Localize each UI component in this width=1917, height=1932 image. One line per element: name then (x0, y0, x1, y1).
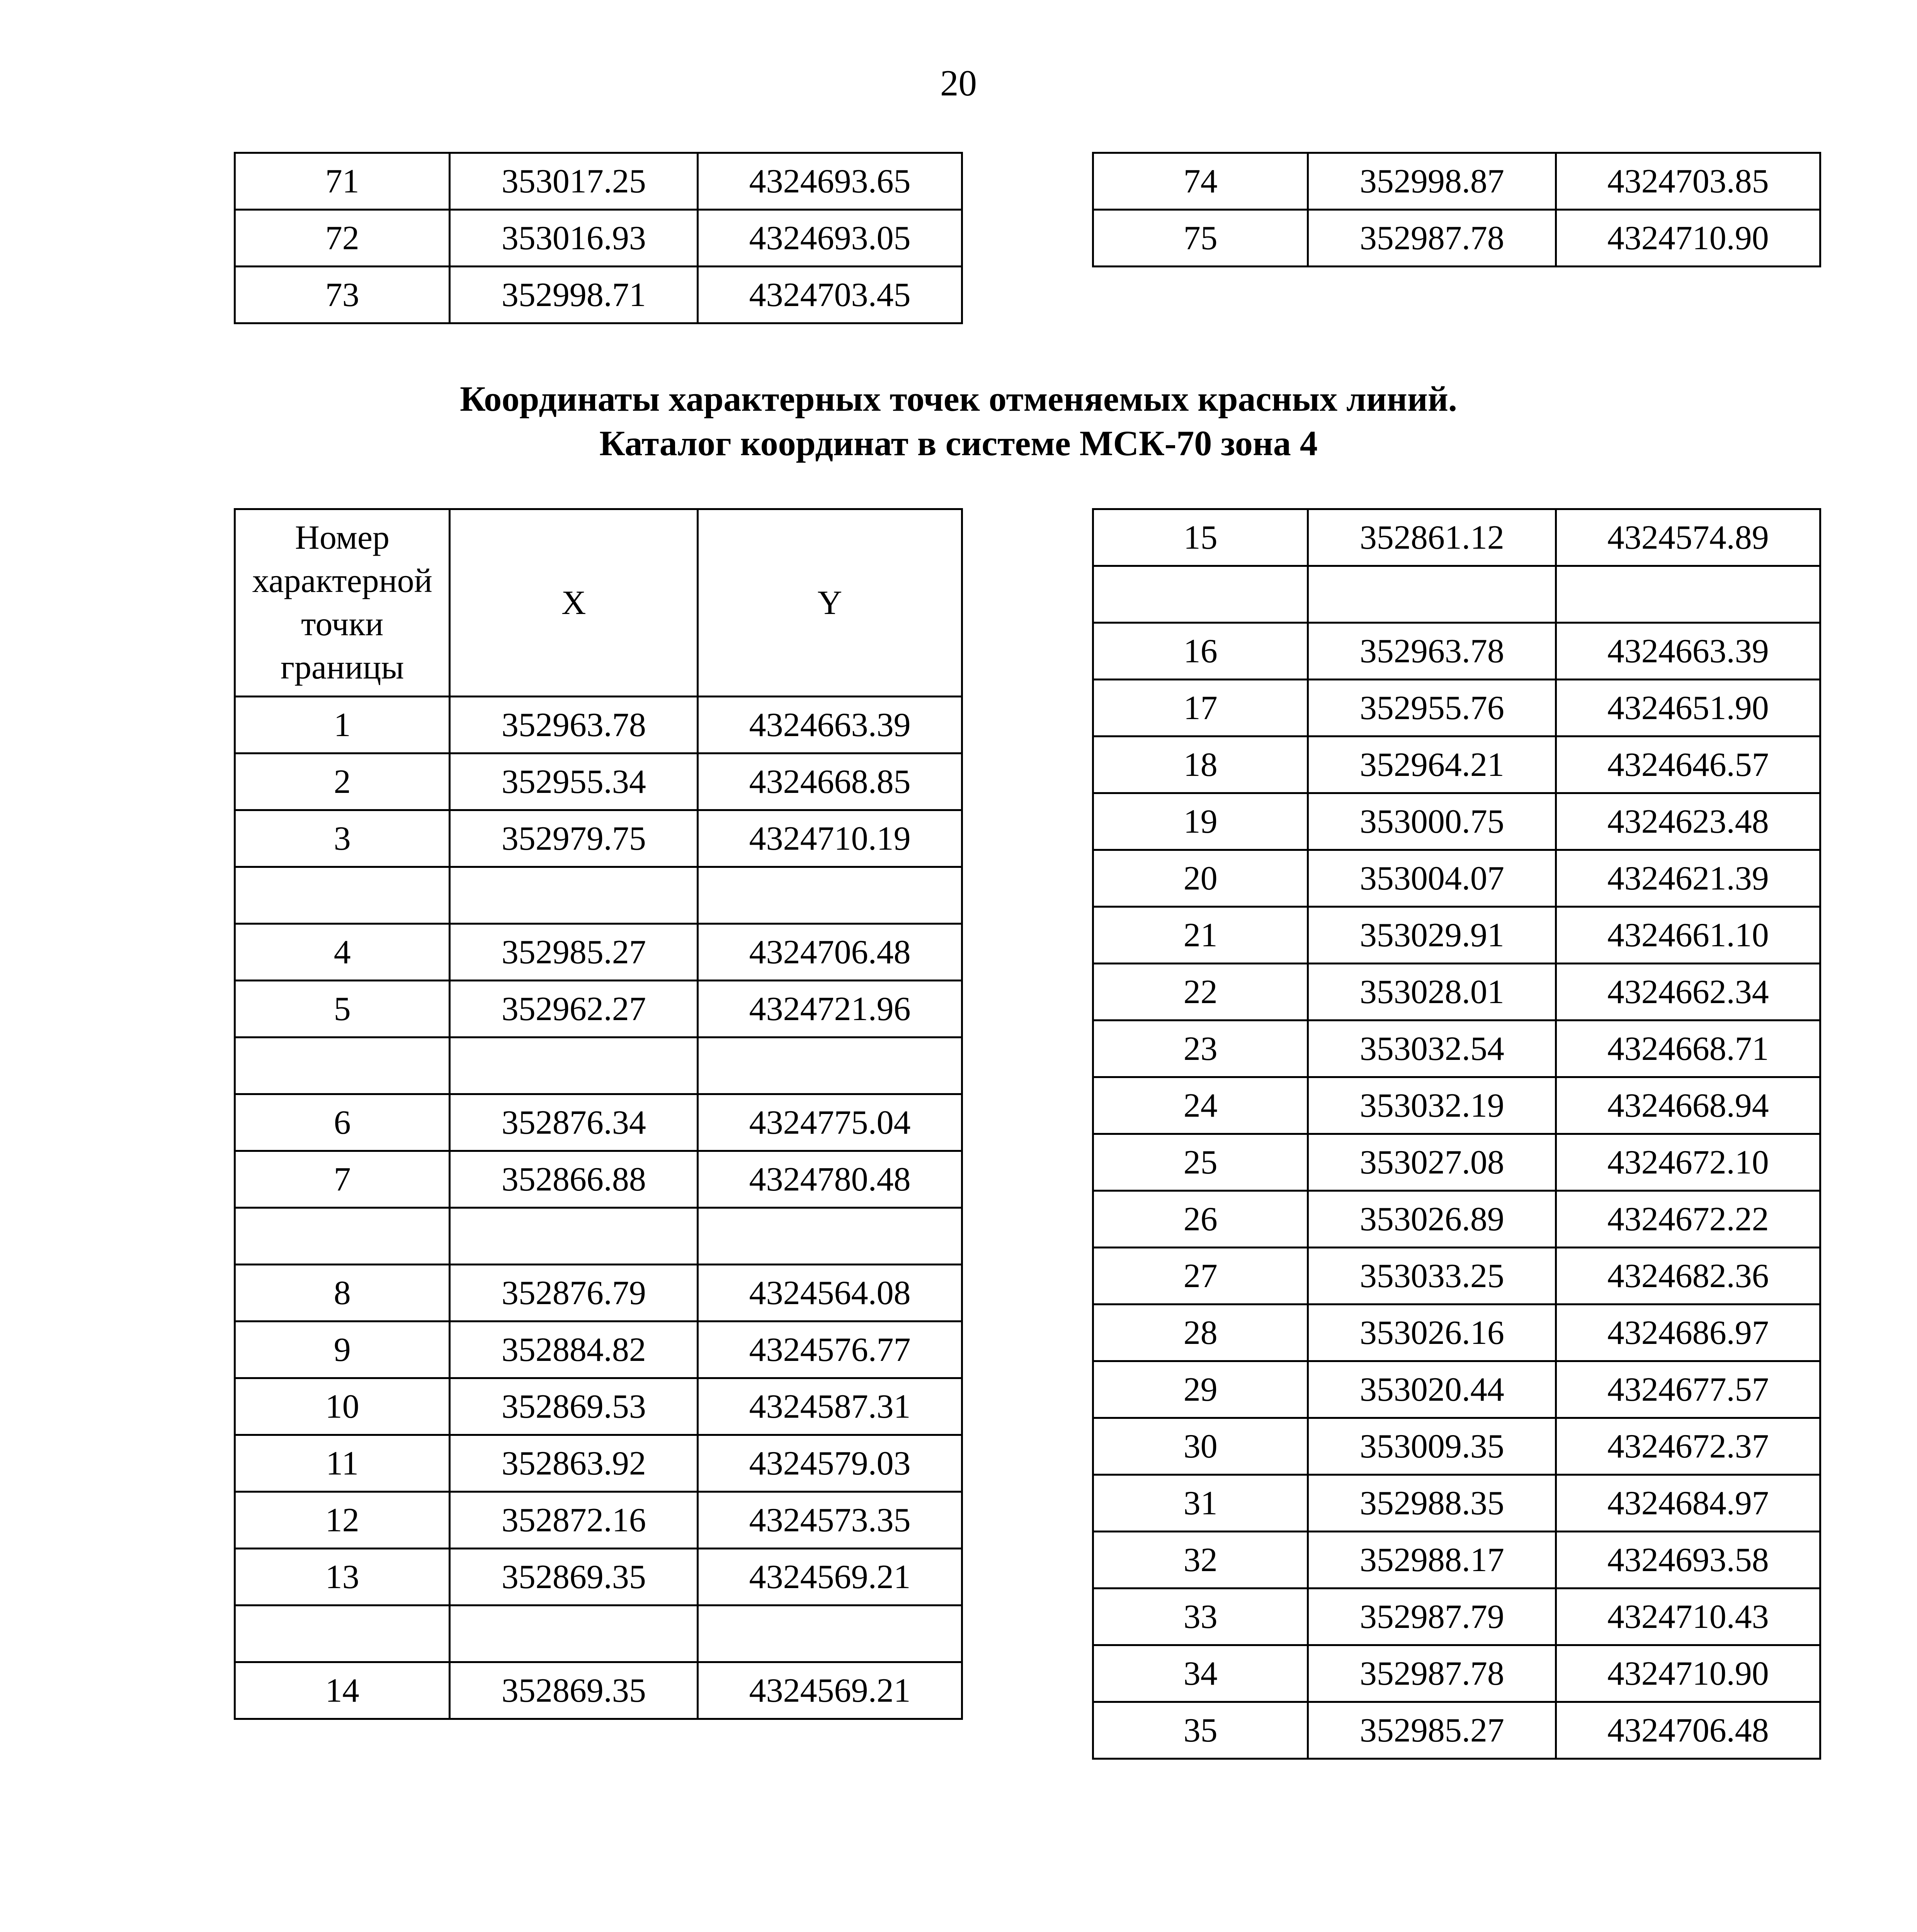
table-row (235, 867, 962, 924)
table-row (235, 1037, 962, 1094)
x-coordinate-cell: 352963.78 (1308, 623, 1556, 680)
table-row (1093, 210, 1820, 267)
main-right-coordinates-table (1092, 508, 1821, 1760)
y-coordinate-cell: 4324668.85 (698, 753, 962, 810)
header-x: X (450, 509, 698, 697)
point-number-cell: 11 (235, 1435, 450, 1492)
x-coordinate-cell: 353032.19 (1308, 1077, 1556, 1134)
table-row (1093, 964, 1820, 1020)
x-coordinate-cell: 353004.07 (1308, 850, 1556, 907)
x-coordinate-cell: 352955.76 (1308, 680, 1556, 736)
x-coordinate-cell: 352884.82 (450, 1321, 698, 1378)
y-coordinate-cell: 4324569.21 (698, 1662, 962, 1719)
x-coordinate-cell: 353027.08 (1308, 1134, 1556, 1191)
x-coordinate-cell: 353017.25 (450, 153, 698, 210)
point-number-cell: 16 (1093, 623, 1308, 680)
x-coordinate-cell: 352987.78 (1308, 210, 1556, 267)
point-number-cell: 19 (1093, 793, 1308, 850)
point-number-cell: 18 (1093, 736, 1308, 793)
table-row (1093, 1361, 1820, 1418)
header-y: Y (698, 509, 962, 697)
point-number-cell: 75 (1093, 210, 1308, 267)
x-coordinate-cell: 353000.75 (1308, 793, 1556, 850)
x-coordinate-cell: 353032.54 (1308, 1020, 1556, 1077)
table-row (1093, 1588, 1820, 1645)
x-coordinate-cell: 352963.78 (450, 697, 698, 753)
point-number-cell: 27 (1093, 1248, 1308, 1304)
point-number-cell: 23 (1093, 1020, 1308, 1077)
y-coordinate-cell: 4324780.48 (698, 1151, 962, 1208)
y-coordinate-cell: 4324663.39 (1556, 623, 1820, 680)
y-coordinate-cell: 4324693.05 (698, 210, 962, 267)
header-number-line: Номер (295, 519, 390, 556)
table-row (1093, 1020, 1820, 1077)
x-coordinate-cell: 352985.27 (1308, 1702, 1556, 1759)
x-coordinate-cell: 352998.71 (450, 267, 698, 323)
table-row (235, 1605, 962, 1662)
point-number-cell: 22 (1093, 964, 1308, 1020)
table-row (1093, 1077, 1820, 1134)
x-coordinate-cell (1308, 566, 1556, 623)
y-coordinate-cell: 4324721.96 (698, 981, 962, 1037)
point-number-cell: 10 (235, 1378, 450, 1435)
header-number-line: границы (280, 649, 404, 686)
heading-line-1: Координаты характерных точек отменяемых красных линий. (460, 379, 1457, 418)
y-coordinate-cell: 4324710.19 (698, 810, 962, 867)
point-number-cell: 24 (1093, 1077, 1308, 1134)
x-coordinate-cell: 352987.78 (1308, 1645, 1556, 1702)
y-coordinate-cell: 4324672.37 (1556, 1418, 1820, 1475)
table-row (235, 1265, 962, 1321)
y-coordinate-cell: 4324703.45 (698, 267, 962, 323)
y-coordinate-cell: 4324684.97 (1556, 1475, 1820, 1532)
table-row (1093, 153, 1820, 210)
x-coordinate-cell: 352955.34 (450, 753, 698, 810)
table-row (1093, 566, 1820, 623)
point-number-cell: 28 (1093, 1304, 1308, 1361)
table-row (235, 153, 962, 210)
table-row (235, 981, 962, 1037)
point-number-cell: 29 (1093, 1361, 1308, 1418)
table-row (1093, 850, 1820, 907)
y-coordinate-cell: 4324693.65 (698, 153, 962, 210)
x-coordinate-cell: 352869.35 (450, 1549, 698, 1605)
section-heading (0, 377, 1917, 466)
x-coordinate-cell (450, 1037, 698, 1094)
point-number-cell (1093, 566, 1308, 623)
point-number-cell: 20 (1093, 850, 1308, 907)
point-number-cell: 2 (235, 753, 450, 810)
y-coordinate-cell: 4324775.04 (698, 1094, 962, 1151)
table-row (235, 924, 962, 981)
y-coordinate-cell: 4324573.35 (698, 1492, 962, 1549)
y-coordinate-cell: 4324677.57 (1556, 1361, 1820, 1418)
table-row (1093, 1532, 1820, 1588)
x-coordinate-cell: 352987.79 (1308, 1588, 1556, 1645)
table-row (235, 267, 962, 323)
point-number-cell: 71 (235, 153, 450, 210)
page-number: 20 (940, 63, 977, 104)
point-number-cell: 34 (1093, 1645, 1308, 1702)
point-number-cell: 30 (1093, 1418, 1308, 1475)
point-number-cell: 3 (235, 810, 450, 867)
point-number-cell: 74 (1093, 153, 1308, 210)
table-row (1093, 793, 1820, 850)
main-left-coordinates-table (234, 508, 963, 1720)
point-number-cell: 12 (235, 1492, 450, 1549)
x-coordinate-cell: 353026.89 (1308, 1191, 1556, 1248)
y-coordinate-cell: 4324569.21 (698, 1549, 962, 1605)
x-coordinate-cell: 353016.93 (450, 210, 698, 267)
point-number-cell: 17 (1093, 680, 1308, 736)
point-number-cell: 13 (235, 1549, 450, 1605)
point-number-cell (235, 867, 450, 924)
y-coordinate-cell: 4324703.85 (1556, 153, 1820, 210)
x-coordinate-cell: 353026.16 (1308, 1304, 1556, 1361)
x-coordinate-cell: 353028.01 (1308, 964, 1556, 1020)
table-header-row (235, 509, 962, 697)
table-row (235, 1321, 962, 1378)
table-row (1093, 1191, 1820, 1248)
y-coordinate-cell: 4324579.03 (698, 1435, 962, 1492)
point-number-cell: 25 (1093, 1134, 1308, 1191)
x-coordinate-cell (450, 867, 698, 924)
point-number-cell: 14 (235, 1662, 450, 1719)
point-number-cell: 4 (235, 924, 450, 981)
point-number-cell: 6 (235, 1094, 450, 1151)
x-coordinate-cell: 352985.27 (450, 924, 698, 981)
point-number-cell: 32 (1093, 1532, 1308, 1588)
point-number-cell: 7 (235, 1151, 450, 1208)
y-coordinate-cell: 4324672.22 (1556, 1191, 1820, 1248)
y-coordinate-cell: 4324668.94 (1556, 1077, 1820, 1134)
y-coordinate-cell: 4324621.39 (1556, 850, 1820, 907)
y-coordinate-cell: 4324682.36 (1556, 1248, 1820, 1304)
x-coordinate-cell: 352876.34 (450, 1094, 698, 1151)
table-row (1093, 1248, 1820, 1304)
y-coordinate-cell: 4324574.89 (1556, 509, 1820, 566)
y-coordinate-cell (698, 1605, 962, 1662)
x-coordinate-cell: 352979.75 (450, 810, 698, 867)
y-coordinate-cell: 4324623.48 (1556, 793, 1820, 850)
y-coordinate-cell: 4324668.71 (1556, 1020, 1820, 1077)
y-coordinate-cell: 4324710.90 (1556, 1645, 1820, 1702)
point-number-cell: 72 (235, 210, 450, 267)
x-coordinate-cell: 352869.35 (450, 1662, 698, 1719)
point-number-cell: 31 (1093, 1475, 1308, 1532)
top-left-coordinates-table (234, 152, 963, 324)
point-number-cell (235, 1208, 450, 1265)
x-coordinate-cell: 352988.17 (1308, 1532, 1556, 1588)
table-row (235, 697, 962, 753)
x-coordinate-cell: 353009.35 (1308, 1418, 1556, 1475)
x-coordinate-cell: 352866.88 (450, 1151, 698, 1208)
y-coordinate-cell (698, 1208, 962, 1265)
point-number-cell: 73 (235, 267, 450, 323)
table-row (235, 810, 962, 867)
table-row (235, 1662, 962, 1719)
point-number-cell: 1 (235, 697, 450, 753)
table-row (235, 753, 962, 810)
y-coordinate-cell: 4324651.90 (1556, 680, 1820, 736)
table-row (1093, 1418, 1820, 1475)
header-point-number (235, 509, 450, 697)
point-number-cell: 35 (1093, 1702, 1308, 1759)
x-coordinate-cell (450, 1208, 698, 1265)
x-coordinate-cell: 352869.53 (450, 1378, 698, 1435)
table-row (235, 210, 962, 267)
x-coordinate-cell: 352861.12 (1308, 509, 1556, 566)
point-number-cell: 33 (1093, 1588, 1308, 1645)
table-row (235, 1208, 962, 1265)
x-coordinate-cell: 352988.35 (1308, 1475, 1556, 1532)
y-coordinate-cell: 4324646.57 (1556, 736, 1820, 793)
x-coordinate-cell: 352876.79 (450, 1265, 698, 1321)
point-number-cell: 5 (235, 981, 450, 1037)
table-row (235, 1492, 962, 1549)
y-coordinate-cell: 4324576.77 (698, 1321, 962, 1378)
y-coordinate-cell: 4324693.58 (1556, 1532, 1820, 1588)
table-row (1093, 1475, 1820, 1532)
y-coordinate-cell: 4324706.48 (698, 924, 962, 981)
point-number-cell (235, 1605, 450, 1662)
heading-line-2: Каталог координат в системе МСК-70 зона 4 (599, 423, 1318, 463)
y-coordinate-cell (698, 1037, 962, 1094)
y-coordinate-cell: 4324587.31 (698, 1378, 962, 1435)
x-coordinate-cell: 353029.91 (1308, 907, 1556, 964)
point-number-cell: 26 (1093, 1191, 1308, 1248)
x-coordinate-cell: 352998.87 (1308, 153, 1556, 210)
y-coordinate-cell (698, 867, 962, 924)
x-coordinate-cell: 352872.16 (450, 1492, 698, 1549)
y-coordinate-cell (1556, 566, 1820, 623)
table-row (1093, 1702, 1820, 1759)
point-number-cell: 15 (1093, 509, 1308, 566)
header-number-line: характерной (252, 562, 432, 600)
y-coordinate-cell: 4324672.10 (1556, 1134, 1820, 1191)
x-coordinate-cell: 353033.25 (1308, 1248, 1556, 1304)
y-coordinate-cell: 4324663.39 (698, 697, 962, 753)
table-row (1093, 680, 1820, 736)
y-coordinate-cell: 4324686.97 (1556, 1304, 1820, 1361)
table-row (1093, 736, 1820, 793)
y-coordinate-cell: 4324661.10 (1556, 907, 1820, 964)
table-row (235, 1094, 962, 1151)
table-row (1093, 509, 1820, 566)
point-number-cell (235, 1037, 450, 1094)
table-row (235, 1151, 962, 1208)
x-coordinate-cell (450, 1605, 698, 1662)
x-coordinate-cell: 352962.27 (450, 981, 698, 1037)
x-coordinate-cell: 353020.44 (1308, 1361, 1556, 1418)
header-number-line: точки (301, 605, 384, 643)
y-coordinate-cell: 4324710.43 (1556, 1588, 1820, 1645)
table-row (1093, 623, 1820, 680)
point-number-cell: 8 (235, 1265, 450, 1321)
table-row (1093, 907, 1820, 964)
y-coordinate-cell: 4324706.48 (1556, 1702, 1820, 1759)
table-row (1093, 1645, 1820, 1702)
table-row (235, 1549, 962, 1605)
table-row (1093, 1304, 1820, 1361)
x-coordinate-cell: 352863.92 (450, 1435, 698, 1492)
table-row (235, 1378, 962, 1435)
point-number-cell: 21 (1093, 907, 1308, 964)
top-right-coordinates-table (1092, 152, 1821, 267)
x-coordinate-cell: 352964.21 (1308, 736, 1556, 793)
point-number-cell: 9 (235, 1321, 450, 1378)
table-row (235, 1435, 962, 1492)
y-coordinate-cell: 4324662.34 (1556, 964, 1820, 1020)
table-row (1093, 1134, 1820, 1191)
y-coordinate-cell: 4324710.90 (1556, 210, 1820, 267)
y-coordinate-cell: 4324564.08 (698, 1265, 962, 1321)
